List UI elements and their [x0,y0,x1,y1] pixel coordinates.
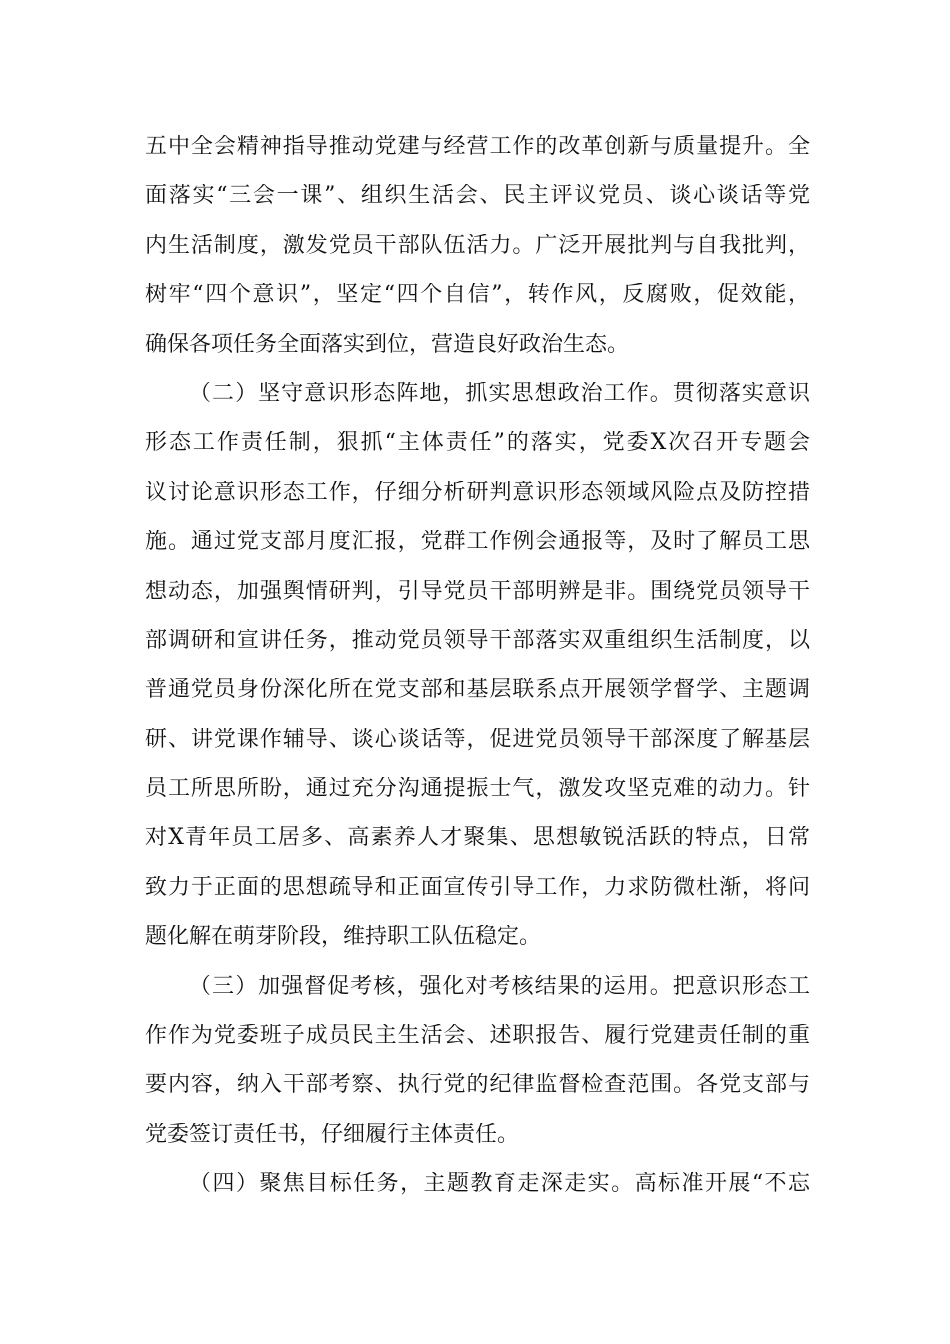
body-text [145,135,810,1222]
text-line-21: 党委签订责任书，仔细履行主体责任。 [145,1122,520,1147]
text-line-2: 面落实“三会一课”、组织生活会、民主评议党员、谈心谈话等党 [145,184,810,209]
text-line-1: 五中全会精神指导推动党建与经营工作的改革创新与质量提升。全 [145,135,810,159]
text-line-3: 内生活制度，激发党员干部队伍活力。广泛开展批判与自我批判， [145,233,810,258]
text-line-12: 普通党员身份深化所在党支部和基层联系点开展领学督学、主题调 [145,678,810,703]
text-line-17: 题化解在萌芽阶段，维持职工队伍稳定。 [145,925,542,950]
text-line-19: 作作为党委班子成员民主生活会、述职报告、履行党建责任制的重 [145,1024,810,1049]
text-line-9: 施。通过党支部月度汇报，党群工作例会通报等，及时了解员工思 [145,530,810,555]
section-heading-3: （三）加强督促考核，强化对考核结果的运用。把意识形态工 [189,974,810,999]
text-line-11: 部调研和宣讲任务，推动党员领导干部落实双重组织生活制度，以 [145,628,810,653]
section-heading-2: （二）坚守意识形态阵地，抓实思想政治工作。贯彻落实意识 [189,381,810,406]
text-line-13: 研、讲党课作辅导、谈心谈话等，促进党员领导干部深度了解基层 [145,727,810,752]
text-line-14: 员工所思所盼，通过充分沟通提振士气，激发攻坚克难的动力。针 [145,777,810,802]
text-line-5: 确保各项任务全面落实到位，营造良好政治生态。 [145,332,630,357]
text-line-10: 想动态，加强舆情研判，引导党员干部明辨是非。围绕党员领导干 [145,579,810,604]
text-line-8: 议讨论意识形态工作，仔细分析研判意识形态领域风险点及防控措 [145,480,810,505]
text-line-4: 树牢“四个意识”，坚定“四个自信”，转作风，反腐败，促效能， [145,283,810,308]
section-heading-4: （四）聚焦目标任务，主题教育走深走实。高标准开展“不忘 [189,1172,810,1197]
text-line-20: 要内容，纳入干部考察、执行党的纪律监督检查范围。各党支部与 [145,1073,810,1098]
text-line-7: 形态工作责任制，狠抓“主体责任”的落实，党委X次召开专题会 [145,431,810,456]
text-line-15: 对X青年员工居多、高素养人才聚集、思想敏锐活跃的特点，日常 [145,826,810,851]
text-line-16: 致力于正面的思想疏导和正面宣传引导工作，力求防微杜渐，将问 [145,875,810,900]
